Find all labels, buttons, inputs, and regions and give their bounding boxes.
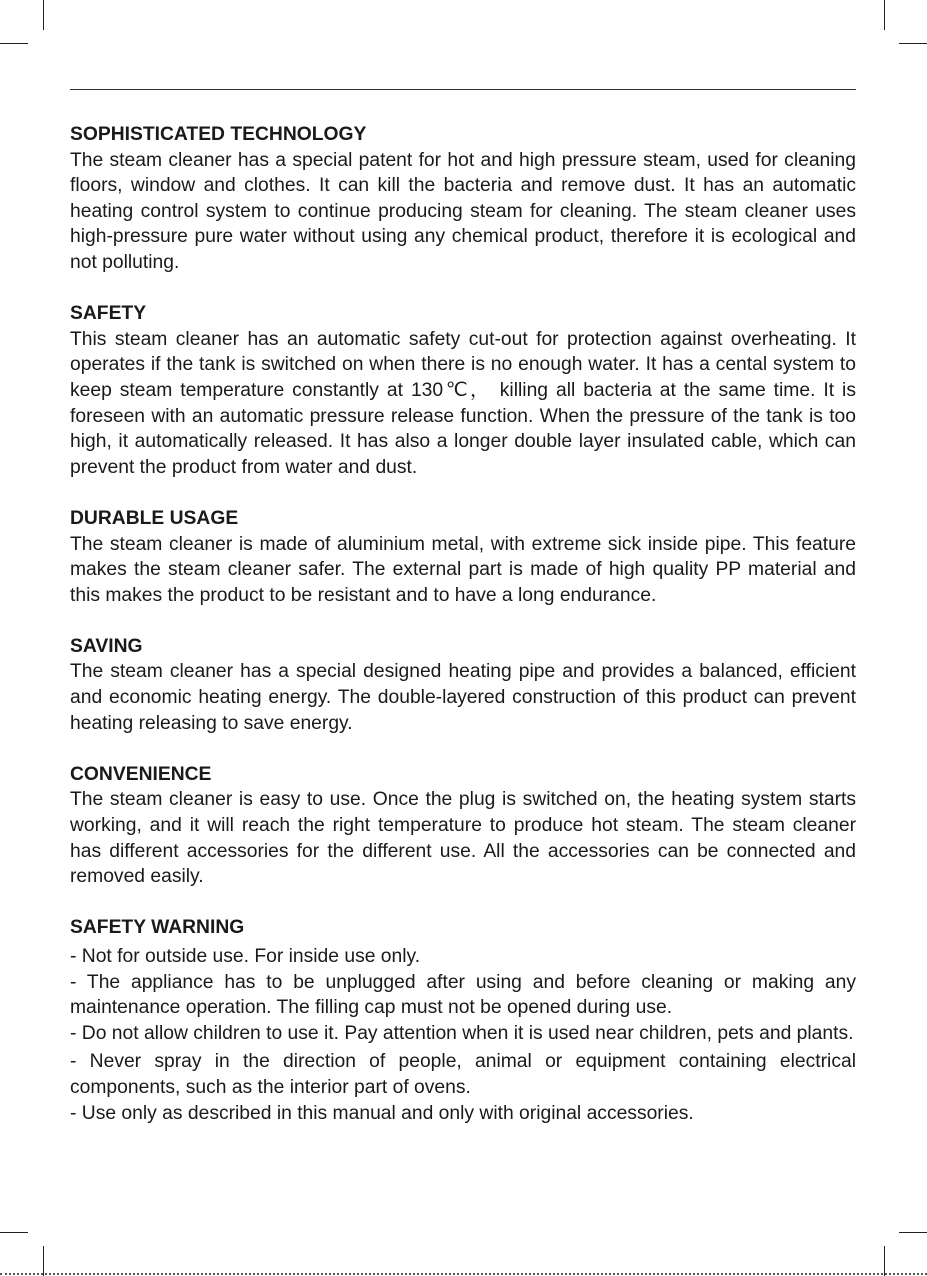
crop-mark-top-right-horizontal — [899, 43, 927, 44]
section-safety-warning — [70, 915, 856, 1126]
section-heading: SAFETY WARNING — [70, 917, 245, 939]
crop-mark-top-left-horizontal — [0, 43, 28, 44]
warning-item: - Not for outside use. For inside use only. — [70, 946, 421, 967]
header-rule — [70, 89, 856, 90]
section-sophisticated-technology — [70, 122, 856, 276]
section-body: The steam cleaner is easy to use. Once the plug is switched on, the heating system starts working, and it will reach the right temperature to produce hot steam. The steam cleaner has different accessories for the different use. All the accessories can be connected and removed easily. — [70, 789, 856, 888]
bottom-dotted-line — [0, 1273, 927, 1275]
section-heading: SOPHISTICATED TECHNOLOGY — [70, 124, 367, 145]
section-body: The steam cleaner is made of aluminium metal, with extreme sick inside pipe. This feature makes the steam cleaner safer. The external part is made of high quality PP material and this makes the product to be resistant and to have a long endurance. — [70, 533, 856, 606]
crop-mark-top-left-vertical — [43, 0, 44, 30]
crop-mark-bottom-right-vertical — [884, 1246, 885, 1276]
crop-mark-bottom-left-vertical — [43, 1246, 44, 1276]
warning-item: - Do not allow children to use it. Pay attention when it is used near children, pets and plants. — [70, 1022, 854, 1044]
section-heading: SAFETY — [70, 303, 147, 325]
section-durable-usage — [70, 506, 856, 608]
crop-mark-top-right-vertical — [884, 0, 885, 30]
section-body: This steam cleaner has an automatic safety cut-out for protection against overheating. It operates if the tank is switched on when there is no enough water. It has a cental system to keep steam temperature constantly at 130℃， killing all bacteria at the same time. It is foreseen with an automatic pressure release function. When the pressure of the tank is too high, it automatically released. It has also a longer double layer insulated cable, which can prevent the product from water and dust. — [70, 328, 856, 478]
section-heading: CONVENIENCE — [70, 763, 212, 785]
page-content — [70, 122, 856, 1152]
crop-mark-bottom-left-horizontal — [0, 1232, 28, 1233]
section-safety — [70, 301, 856, 480]
warning-item: - Use only as described in this manual and only with original accessories. — [70, 1102, 694, 1124]
section-body: The steam cleaner has a special patent for hot and high pressure steam, used for cleaning floors, window and clothes. It can kill the bacteria and remove dust. It has an automatic heating control system to continue producing steam for cleaning. The steam cleaner uses high-pressure pure water without using any chemical product, therefore it is ecological and not polluting. — [70, 149, 856, 273]
crop-mark-bottom-right-horizontal — [899, 1232, 927, 1233]
warning-item: - Never spray in the direction of people, animal or equipment containing electrical components, such as the interior part of ovens. — [70, 1051, 856, 1098]
warning-item: - The appliance has to be unplugged after using and before cleaning or making any maintenance operation. The filling cap must not be opened during use. — [70, 971, 856, 1019]
section-heading: SAVING — [70, 635, 143, 657]
section-body: The steam cleaner has a special designed heating pipe and provides a balanced, efficient and economic heating energy. The double-layered construction of this product can prevent heating releasing to save energy. — [70, 661, 856, 734]
section-convenience — [70, 762, 856, 890]
section-heading: DURABLE USAGE — [70, 507, 239, 529]
section-saving — [70, 634, 856, 736]
